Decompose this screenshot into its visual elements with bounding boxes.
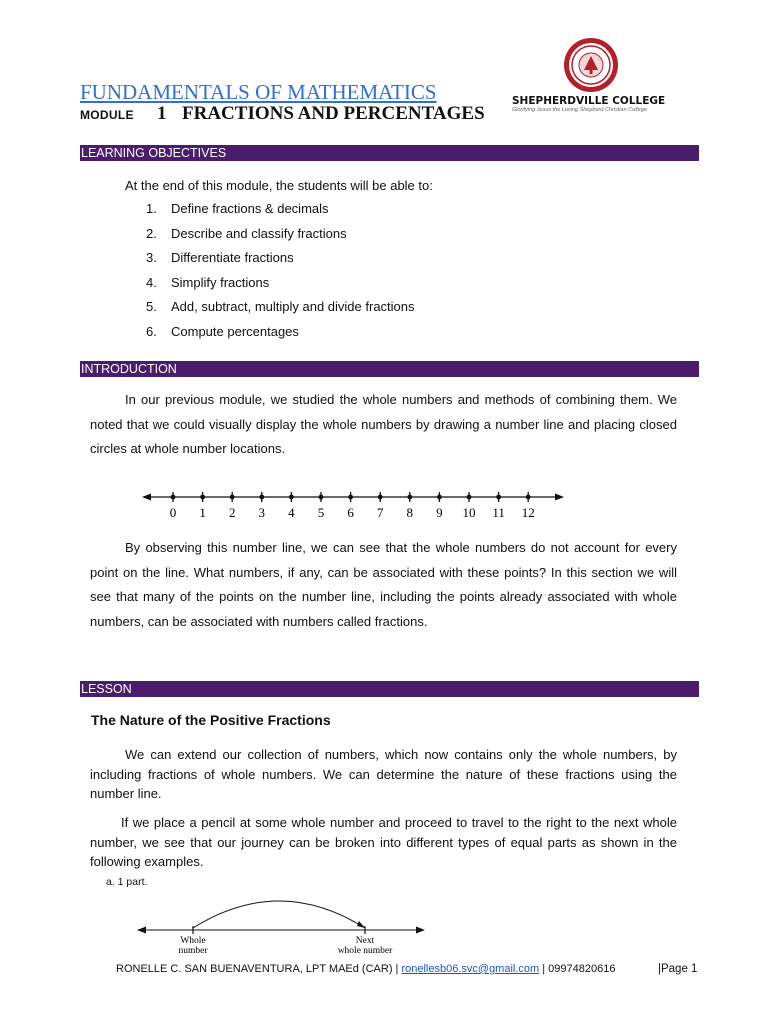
number-line-label: 0 [169, 505, 177, 520]
number-line-dot [496, 495, 501, 500]
college-tagline: Glorifying Jesus the Loving Shepherd Christian College [512, 107, 647, 113]
intro-paragraph-1: In our previous module, we studied the whole numbers and methods of combining them. We noted that we could visually display the whole numbers by drawing a number line and placing closed circles at whole number locations. [90, 392, 677, 456]
example-a-label: a. 1 part. [106, 876, 148, 888]
next-whole-number-label: Next [355, 936, 375, 946]
course-title: FUNDAMENTALS OF MATHEMATICS [80, 80, 437, 104]
number-line-dot [407, 495, 412, 500]
number-line-label: 11 [492, 505, 505, 520]
whole-number-label: number [178, 946, 208, 956]
module-title: FRACTIONS AND PERCENTAGES [182, 103, 485, 124]
number-line-dot [378, 495, 383, 500]
number-line-dot [467, 495, 472, 500]
number-line-dot [289, 495, 294, 500]
footer-phone: | 09974820616 [539, 963, 616, 975]
lesson-paragraph-1: We can extend our collection of numbers, which now contains only the whole numbers, by including fractions of whole numbers. We can determine the nature of these fractions using the number line. [90, 747, 677, 801]
intro-paragraph-2: By observing this number line, we can see that the whole numbers do not account for every point on the line. What numbers, if any, can be associated with these points? In this section we will see that many of the points on the number line, including the points already associated with whole numbers, can be associated with numbers called fractions. [90, 540, 677, 629]
number-line-label: 2 [228, 505, 236, 520]
section-bar-introduction: INTRODUCTION [80, 361, 699, 377]
number-line-label: 10 [462, 505, 476, 520]
lesson-paragraph-2: If we place a pencil at some whole number and proceed to travel to the right to the next whole number, we see that our journey can be broken into different types of equal parts as shown in the following examples. [90, 815, 677, 869]
number-line-label: 6 [347, 505, 354, 520]
number-line-label: 3 [258, 505, 266, 520]
page-number: |Page 1 [658, 963, 698, 975]
footer-author-text: RONELLE C. SAN BUENAVENTURA, LPT MAEd (CAR) | [116, 963, 402, 975]
number-line-label: 12 [521, 505, 535, 520]
whole-number-label: Whole [180, 936, 206, 946]
objective-item: 1. Define fractions & decimals [146, 201, 329, 216]
number-line-dot [259, 495, 264, 500]
number-line-label: 1 [199, 505, 206, 520]
number-line-figure [140, 484, 570, 524]
module-label: MODULE [80, 108, 134, 122]
footer-author [116, 963, 615, 975]
lesson-subheading: The Nature of the Positive Fractions [91, 712, 331, 728]
number-line-label: 8 [406, 505, 414, 520]
number-line-dot [319, 495, 324, 500]
objective-item: 3. Differentiate fractions [146, 250, 294, 265]
objectives-intro: At the end of this module, the students will be able to: [125, 178, 433, 193]
number-line-label: 4 [288, 505, 295, 520]
objective-item: 6. Compute percentages [146, 324, 299, 339]
objective-item: 2. Describe and classify fractions [146, 226, 347, 241]
number-line-dot [348, 495, 353, 500]
number-line-dot [437, 495, 442, 500]
one-part-figure [135, 890, 435, 962]
number-line-dot [200, 495, 205, 500]
number-line-label: 9 [436, 505, 443, 520]
section-bar-objectives: LEARNING OBJECTIVES [80, 145, 699, 161]
number-line-dot [526, 495, 531, 500]
objective-item: 4. Simplify fractions [146, 275, 270, 290]
number-line-dot [171, 495, 176, 500]
number-line-dot [230, 495, 235, 500]
section-bar-lesson: LESSON [80, 681, 699, 697]
college-seal-icon [562, 36, 620, 94]
footer-email-link[interactable]: ronellesb06.svc@gmail.com [401, 963, 540, 975]
college-name: SHEPHERDVILLE COLLEGE [512, 95, 666, 107]
next-whole-number-label: whole number [337, 946, 393, 956]
objective-item: 5. Add, subtract, multiply and divide fractions [146, 299, 415, 314]
module-number: 1 [157, 103, 167, 124]
number-line-label: 5 [317, 505, 325, 520]
number-line-label: 7 [376, 505, 384, 520]
